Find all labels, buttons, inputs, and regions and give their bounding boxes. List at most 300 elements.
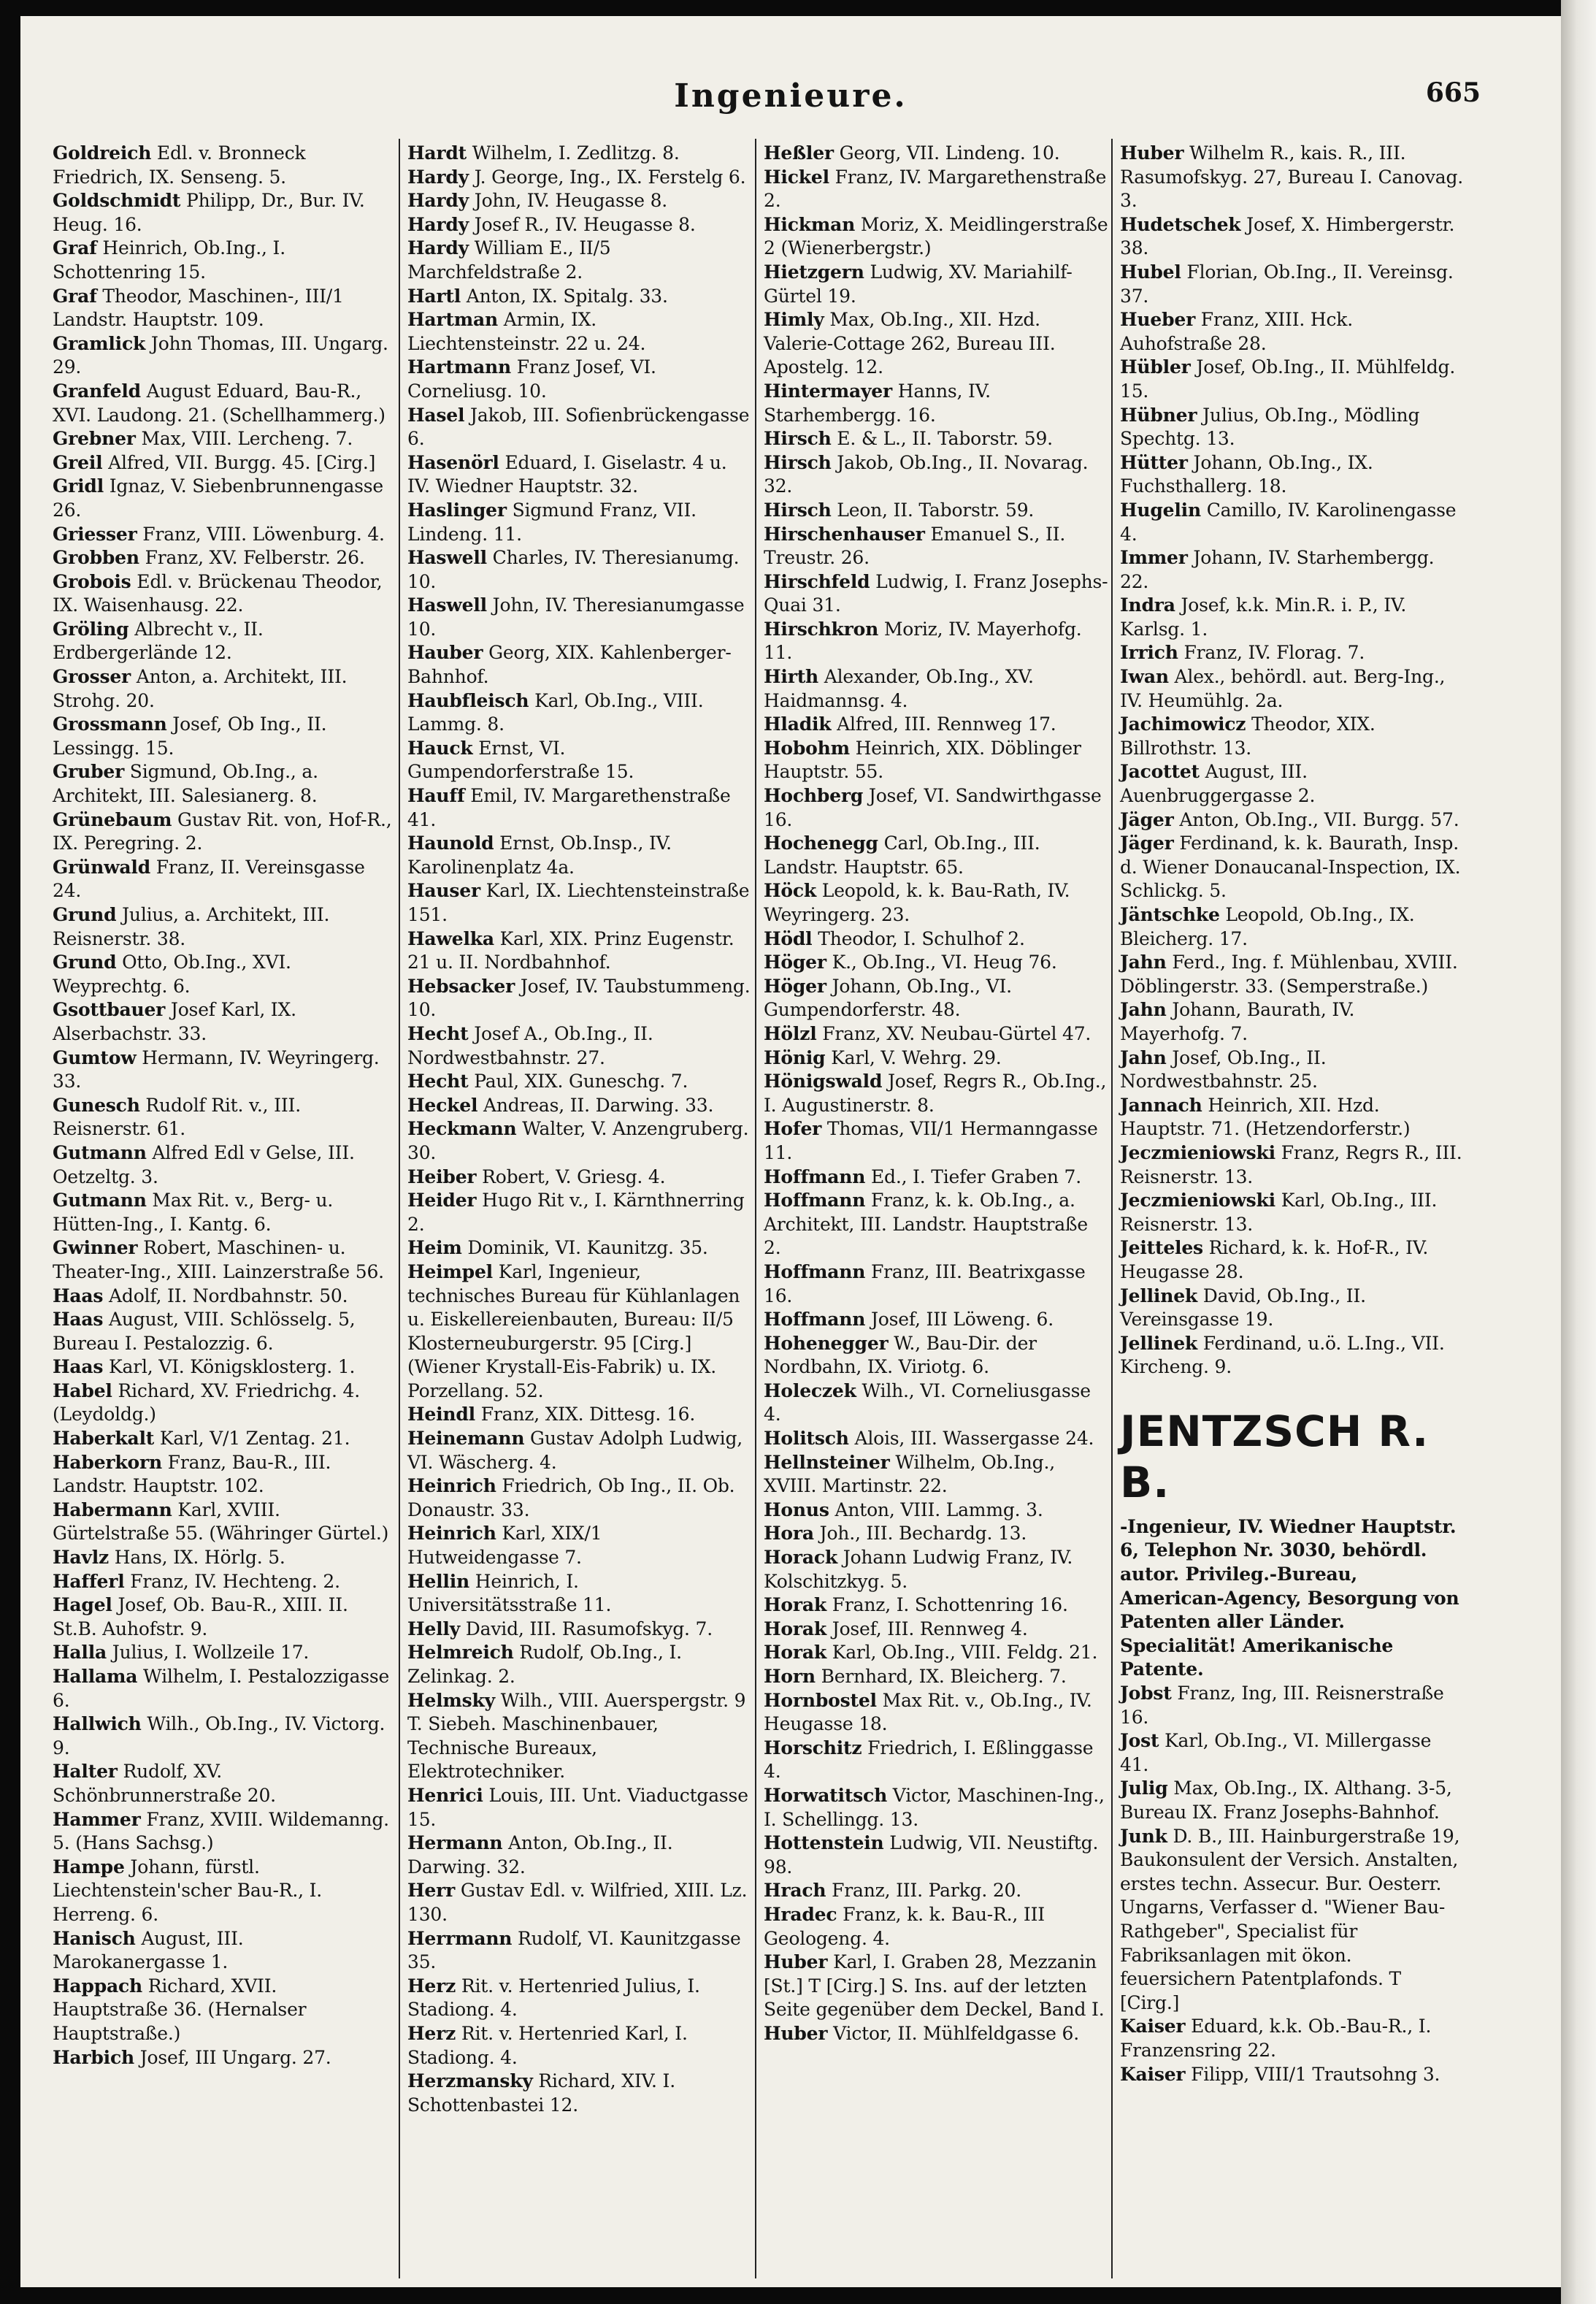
entry-name: Jellinek	[1120, 1332, 1198, 1354]
directory-entry	[53, 1308, 397, 1355]
entry-name: Hofer	[764, 1118, 822, 1140]
entry-details: Gustav Adolph Ludwig, VI. Wäscherg. 4.	[407, 1428, 743, 1473]
entry-details: Franz, XV. Felberstr. 26.	[139, 547, 365, 569]
directory-entry	[1120, 356, 1465, 403]
directory-entry	[407, 213, 752, 237]
entry-name: Hirschenhauser	[764, 523, 925, 545]
directory-entry	[764, 166, 1108, 213]
directory-entry	[407, 1236, 752, 1260]
entry-name: Honus	[764, 1499, 829, 1520]
directory-entry	[1120, 832, 1465, 903]
entry-name: Haswell	[407, 547, 487, 569]
entry-name: Hallama	[53, 1666, 138, 1687]
entry-name: Hartl	[407, 285, 461, 307]
entry-name: Jäger	[1120, 833, 1174, 854]
entry-name: Gunesch	[53, 1094, 140, 1116]
entry-name: Hirschfeld	[764, 570, 870, 592]
directory-entry	[1120, 1046, 1465, 1094]
page-edge-shadow	[1561, 0, 1596, 2304]
directory-entry	[1120, 1825, 1465, 2016]
entry-name: Heßler	[764, 142, 834, 164]
directory-entry	[764, 427, 1108, 451]
directory-entry	[1120, 2015, 1465, 2062]
entry-name: Hütter	[1120, 451, 1188, 473]
entry-name: Helly	[407, 1618, 461, 1639]
entry-name: Grebner	[53, 428, 136, 450]
column-4-entries-after-ad	[1120, 1682, 1465, 2086]
entry-name: Gruber	[53, 761, 125, 783]
entry-name: Holeczek	[764, 1379, 856, 1401]
directory-entry	[764, 1593, 1108, 1618]
entry-name: Havlz	[53, 1547, 110, 1569]
entry-details: Gustav Edl. v. Wilfried, XIII. Lz. 130.	[407, 1880, 748, 1925]
entry-name: Halla	[53, 1642, 107, 1664]
advertisement	[1120, 1406, 1465, 1682]
directory-entry	[407, 1166, 752, 1190]
directory-entry	[764, 261, 1108, 308]
directory-entry	[407, 1927, 752, 1975]
entry-details: Jakob, Ob.Ing., II. Novarag. 32.	[764, 451, 1089, 497]
entry-name: Hochenegg	[764, 833, 878, 854]
entry-name: Grosser	[53, 666, 131, 688]
entry-details: Franz, XIX. Dittesg. 16.	[475, 1404, 696, 1425]
entry-name: Hönig	[764, 1046, 826, 1068]
entry-details: David, III. Rasumofskyg. 7.	[460, 1618, 713, 1639]
entry-name: Hardy	[407, 166, 469, 188]
entry-details: Emanuel S., II. Treustr. 26.	[764, 523, 1066, 569]
entry-name: Jäntschke	[1120, 904, 1220, 925]
column-2	[407, 142, 752, 2117]
entry-name: Hugelin	[1120, 499, 1201, 521]
directory-entry	[53, 618, 397, 665]
entry-details: Rit. v. Hertenried Karl, I. Stadiong. 4.	[407, 2022, 688, 2068]
directory-entry	[407, 927, 752, 975]
entry-details: Alfred Edl v Gelse, III. Oetzeltg. 3.	[53, 1141, 355, 1187]
entry-name: Hirsch	[764, 428, 832, 450]
entry-details: Carl, Ob.Ing., III. Landstr. Hauptstr. 65.	[764, 833, 1040, 878]
entry-name: Hoffmann	[764, 1309, 866, 1331]
entry-name: Harbich	[53, 2046, 134, 2068]
entry-details: August, VIII. Schlösselg. 5, Bureau I. Pestalozzig. 6.	[53, 1309, 356, 1354]
entry-details: Ernst, VI. Gumpendorferstraße 15.	[407, 737, 634, 783]
entry-name: Kaiser	[1120, 2016, 1186, 2037]
entry-name: Greil	[53, 451, 103, 473]
directory-page	[20, 16, 1561, 2287]
entry-name: Jahn	[1120, 952, 1167, 973]
directory-entry	[407, 1570, 752, 1618]
entry-details: Emil, IV. Margarethenstraße 41.	[407, 785, 731, 830]
entry-details: Karl, Ob.Ing., III. Reisnerstr. 13.	[1120, 1190, 1438, 1235]
entry-details: Franz, IV. Florag. 7.	[1178, 642, 1365, 664]
entry-details: Armin, IX. Liechtensteinstr. 22 u. 24.	[407, 309, 646, 354]
directory-entry	[1120, 594, 1465, 641]
entry-details: Alexander, Ob.Ing., XV. Haidmannsg. 4.	[764, 666, 1034, 711]
directory-entry	[407, 737, 752, 784]
entry-details: Eduard, I. Giselastr. 4 u. IV. Wiedner Hauptstr. 32.	[407, 451, 727, 497]
entry-details: Max, Ob.Ing., XII. Hzd. Valerie-Cottage 262, Bureau III. Apostelg. 12.	[764, 309, 1056, 378]
entry-name: Graf	[53, 237, 97, 259]
directory-entry	[407, 1189, 752, 1236]
entry-name: Hueber	[1120, 309, 1196, 331]
entry-name: Heider	[407, 1190, 477, 1212]
directory-entry	[1120, 2063, 1465, 2087]
entry-details: Josef, Regrs R., Ob.Ing., I. Augustinerstr. 8.	[764, 1071, 1107, 1116]
entry-details: J. George, Ing., IX. Ferstelg 6.	[469, 166, 746, 188]
entry-details: Ernst, Ob.Insp., IV. Karolinenplatz 4a.	[407, 833, 672, 878]
entry-details: Max, Ob.Ing., IX. Althang. 3-5, Bureau IX. Franz Josephs-Bahnhof.	[1120, 1777, 1452, 1823]
entry-name: Hoffmann	[764, 1190, 866, 1212]
directory-entry	[1120, 499, 1465, 546]
directory-entry	[53, 523, 397, 547]
directory-entry	[53, 1570, 397, 1594]
entry-details: Moriz, X. Meidlingerstraße 2 (Wienerbergstr.)	[764, 213, 1108, 259]
directory-entry	[53, 427, 397, 451]
entry-name: Hardy	[407, 213, 469, 235]
entry-name: Hecht	[407, 1022, 469, 1044]
entry-name: Habel	[53, 1379, 112, 1401]
entry-details: Wilh., VI. Corneliusgasse 4.	[764, 1379, 1091, 1425]
directory-entry	[53, 1712, 397, 1760]
entry-name: Hradec	[764, 1903, 837, 1925]
column-3	[764, 142, 1108, 2046]
entry-details: Franz, XIII. Hck. Auhofstraße 28.	[1120, 309, 1353, 354]
entry-name: Jachimowicz	[1120, 713, 1246, 735]
running-title: Ingenieure.	[674, 77, 908, 115]
entry-name: Huber	[1120, 142, 1184, 164]
directory-entry	[764, 380, 1108, 427]
directory-entry	[1120, 903, 1465, 951]
column-4-entries	[1120, 142, 1465, 1379]
entry-name: Hasenörl	[407, 451, 499, 473]
entry-name: Hrach	[764, 1880, 826, 1902]
entry-name: Habermann	[53, 1499, 172, 1520]
entry-name: Hallwich	[53, 1713, 142, 1735]
entry-details: W., Bau-Dir. der Nordbahn, IX. Viriotg. 6.	[764, 1332, 1037, 1378]
entry-name: Hebsacker	[407, 975, 515, 997]
entry-details: Franz, XV. Neubau-Gürtel 47.	[816, 1022, 1092, 1044]
directory-entry	[53, 1760, 397, 1807]
directory-entry	[407, 1117, 752, 1165]
entry-name: Horack	[764, 1547, 838, 1569]
entry-details: Max Rit. v., Berg- u. Hütten-Ing., I. Kantg. 6.	[53, 1190, 334, 1235]
entry-name: Jobst	[1120, 1683, 1172, 1704]
entry-details: Hermann, IV. Weyringerg. 33.	[53, 1046, 380, 1092]
directory-entry	[764, 1189, 1108, 1260]
directory-entry	[53, 1927, 397, 1975]
entry-details: Anton, VIII. Lammg. 3.	[829, 1499, 1043, 1520]
entry-details: Josef R., IV. Heugasse 8.	[469, 213, 696, 235]
entry-details: August Eduard, Bau-R., XVI. Laudong. 21. (Schellhammerg.)	[53, 380, 385, 426]
entry-name: Heiber	[407, 1166, 477, 1187]
entry-details: Hugo Rit v., I. Kärnthnerring 2.	[407, 1190, 745, 1235]
directory-entry	[407, 1522, 752, 1569]
entry-name: Hellin	[407, 1570, 469, 1592]
entry-name: Hübner	[1120, 404, 1197, 426]
directory-entry	[764, 1427, 1108, 1451]
entry-details: Franz, Bau-R., III. Landstr. Hauptstr. 102.	[53, 1451, 331, 1497]
entry-name: Heckmann	[407, 1118, 517, 1140]
entry-details: Josef, III Ungarg. 27.	[134, 2046, 331, 2068]
entry-name: Herr	[407, 1880, 456, 1902]
directory-entry	[407, 499, 752, 546]
directory-entry	[764, 1737, 1108, 1784]
entry-name: Hietzgern	[764, 261, 864, 283]
entry-name: Haas	[53, 1309, 104, 1331]
entry-details: Ludwig, I. Franz Josephs-Quai 31.	[764, 570, 1108, 616]
directory-entry	[1120, 808, 1465, 833]
directory-entry	[53, 1141, 397, 1189]
directory-entry	[1120, 546, 1465, 594]
entry-details: Josef, III Löweng. 6.	[865, 1309, 1054, 1331]
entry-name: Gridl	[53, 475, 104, 497]
directory-entry	[407, 451, 752, 499]
directory-entry	[764, 784, 1108, 832]
entry-details: John Thomas, III. Ungarg. 29.	[53, 332, 388, 378]
entry-name: Grünwald	[53, 856, 150, 878]
directory-entry	[764, 1332, 1108, 1379]
entry-details: Johann Ludwig Franz, IV. Kolschitzkyg. 5.	[764, 1547, 1073, 1592]
entry-name: Gumtow	[53, 1046, 137, 1068]
entry-name: Hauber	[407, 642, 483, 664]
directory-entry	[407, 1070, 752, 1094]
directory-entry	[407, 1427, 752, 1474]
column-rule	[1111, 139, 1113, 2278]
directory-entry	[407, 308, 752, 356]
directory-entry	[53, 951, 397, 998]
entry-details: Josef, VI. Sandwirthgasse 16.	[764, 785, 1102, 830]
directory-entry	[764, 1665, 1108, 1689]
entry-name: Herzmansky	[407, 2070, 533, 2092]
directory-entry	[407, 641, 752, 689]
directory-entry	[53, 1499, 397, 1546]
entry-name: Herrmann	[407, 1927, 513, 1949]
column-rule	[755, 139, 756, 2278]
directory-entry	[764, 1689, 1108, 1737]
entry-name: Hasel	[407, 404, 465, 426]
directory-entry	[1120, 998, 1465, 1046]
directory-entry	[764, 499, 1108, 523]
directory-entry	[407, 1784, 752, 1832]
directory-entry	[53, 665, 397, 713]
directory-entry	[764, 1022, 1108, 1046]
directory-entry	[53, 332, 397, 380]
entry-details: Wilhelm, I. Pestalozzigasse 6.	[53, 1666, 390, 1711]
entry-name: Hartman	[407, 309, 498, 331]
entry-details: Andreas, II. Darwing. 33.	[477, 1094, 714, 1116]
directory-entry	[53, 760, 397, 808]
entry-details: Franz, III. Parkg. 20.	[826, 1880, 1021, 1902]
directory-entry	[407, 1832, 752, 1879]
entry-details: Johann, IV. Starhembergg. 22.	[1120, 547, 1435, 592]
entry-name: Irrich	[1120, 642, 1178, 664]
directory-entry	[53, 713, 397, 760]
entry-details: Franz, Ing, III. Reisnerstraße 16.	[1120, 1683, 1444, 1728]
entry-details: E. & L., II. Taborstr. 59.	[831, 428, 1053, 450]
directory-entry	[764, 1499, 1108, 1523]
entry-details: Alex., behördl. aut. Berg-Ing., IV. Heumühlg. 2a.	[1120, 666, 1446, 711]
entry-details: Moriz, IV. Mayerhofg. 11.	[764, 618, 1082, 664]
entry-details: Johann, Baurath, IV. Mayerhofg. 7.	[1120, 999, 1355, 1044]
entry-details: Karl, I. Graben 28, Mezzanin [St.] T [Cirg.] S. Ins. auf der letzten Seite gegenüber dem Deckel, Band I.	[764, 1951, 1105, 2021]
directory-entry	[764, 523, 1108, 570]
entry-details: Karl, XVIII. Gürtelstraße 55. (Währinger Gürtel.)	[53, 1499, 389, 1545]
entry-details: Josef Karl, IX. Alserbachstr. 33.	[53, 999, 296, 1044]
entry-name: Haas	[53, 1285, 104, 1306]
directory-entry	[764, 570, 1108, 618]
entry-details: Theodor, Maschinen-, III/1 Landstr. Hauptstr. 109.	[53, 285, 344, 331]
column-4	[1120, 142, 1465, 2086]
entry-name: Hottenstein	[764, 1832, 884, 1854]
entry-name: Hermann	[407, 1832, 503, 1854]
entry-name: Grünebaum	[53, 808, 172, 830]
entry-name: Hirsch	[764, 451, 832, 473]
entry-details: Franz, II. Vereinsgasse 24.	[53, 856, 365, 902]
directory-entry	[407, 689, 752, 737]
entry-name: Hagel	[53, 1594, 112, 1616]
directory-entry	[1120, 1189, 1465, 1236]
entry-details: Anton, a. Architekt, III. Strohg. 20.	[53, 666, 348, 711]
entry-name: Heindl	[407, 1404, 475, 1425]
entry-details: Leopold, k. k. Bau-Rath, IV. Weyringerg. 23.	[764, 880, 1070, 925]
directory-entry	[53, 1285, 397, 1309]
entry-name: Hauck	[407, 737, 473, 759]
entry-details: Julius, Ob.Ing., Mödling Spechtg. 13.	[1120, 404, 1420, 450]
entry-name: Horak	[764, 1618, 826, 1639]
entry-name: Heckel	[407, 1094, 478, 1116]
entry-name: Hirsch	[764, 499, 832, 521]
directory-entry	[1120, 1141, 1465, 1189]
directory-entry	[764, 1308, 1108, 1332]
directory-entry	[53, 1665, 397, 1712]
entry-details: Theodor, XIX. Billrothstr. 13.	[1120, 713, 1376, 759]
entry-name: Haslinger	[407, 499, 507, 521]
entry-details: Franz, VIII. Löwenburg. 4.	[137, 523, 385, 545]
directory-entry	[764, 1546, 1108, 1593]
entry-name: Hickel	[764, 166, 829, 188]
entry-name: Grund	[53, 952, 117, 973]
directory-entry	[764, 1951, 1108, 2022]
directory-entry	[1120, 713, 1465, 760]
directory-entry	[764, 142, 1108, 166]
entry-name: Gutmann	[53, 1141, 147, 1163]
entry-name: Höck	[764, 880, 817, 902]
entry-name: Hubel	[1120, 261, 1181, 283]
entry-details: William E., II/5 Marchfeldstraße 2.	[407, 237, 611, 283]
directory-entry	[407, 784, 752, 832]
directory-entry	[764, 308, 1108, 380]
entry-name: Kaiser	[1120, 2063, 1186, 2085]
directory-entry	[53, 1808, 397, 1856]
directory-entry	[1120, 308, 1465, 356]
entry-name: Jeitteles	[1120, 1237, 1203, 1259]
directory-entry	[764, 1379, 1108, 1427]
directory-entry	[407, 2022, 752, 2070]
entry-details: D. B., III. Hainburgerstraße 19, Baukonsulent der Versich. Anstalten, erstes techn. Assecur. Bur. Oesterr. Ungarns, Verfasser d. "Wiener Bau-Rathgeber", Specialist für Fabriksanlagen mit ökon. feuersichern Patentplafonds. T [Cirg.]	[1120, 1825, 1460, 2013]
directory-entry	[1120, 641, 1465, 665]
entry-name: Hirth	[764, 666, 819, 688]
entry-details: Albrecht v., II. Erdbergerlände 12.	[53, 618, 264, 664]
entry-details: Ludwig, VII. Neustiftg. 98.	[764, 1832, 1099, 1878]
entry-details: Rit. v. Hertenried Julius, I. Stadiong. 4.	[407, 1975, 700, 2021]
entry-name: Gsottbauer	[53, 999, 166, 1021]
directory-entry	[764, 1166, 1108, 1190]
entry-details: Julius, I. Wollzeile 17.	[107, 1642, 310, 1664]
entry-details: Josef, X. Himbergerstr. 38.	[1120, 213, 1455, 259]
directory-entry	[53, 1641, 397, 1665]
entry-details: Ferdinand, k. k. Baurath, Insp. d. Wiener Donaucanal-Inspection, IX. Schlickg. 5.	[1120, 833, 1461, 902]
entry-details: Anton, IX. Spitalg. 33.	[461, 285, 668, 307]
entry-name: Hornbostel	[764, 1689, 877, 1711]
directory-entry	[764, 1046, 1108, 1071]
directory-entry	[1120, 451, 1465, 499]
entry-details: Ferd., Ing. f. Mühlenbau, XVIII. Döblingerstr. 33. (Semperstraße.)	[1120, 952, 1458, 997]
entry-details: Louis, III. Unt. Viaductgasse 15.	[407, 1784, 748, 1830]
directory-entry	[407, 2070, 752, 2117]
entry-details: Wilh., VIII. Auerspergstr. 9 T. Siebeh. Maschinenbauer, Technische Bureaux, Elektrotechniker.	[407, 1689, 746, 1783]
entry-details: Robert, V. Griesg. 4.	[476, 1166, 666, 1187]
directory-entry	[53, 380, 397, 427]
entry-details: Hanns, IV. Starhembergg. 16.	[764, 380, 991, 426]
entry-name: Heinemann	[407, 1428, 525, 1450]
entry-name: Hödl	[764, 927, 813, 949]
entry-name: Hirschkron	[764, 618, 879, 640]
entry-details: Richard, XVII. Hauptstraße 36. (Hernalser Hauptstraße.)	[53, 1975, 307, 2044]
column-rule	[399, 139, 400, 2278]
entry-details: Karl, V. Wehrg. 29.	[825, 1046, 1002, 1068]
directory-entry	[764, 1784, 1108, 1832]
directory-entry	[407, 1094, 752, 1118]
entry-details: Franz, III. Beatrixgasse 16.	[764, 1260, 1086, 1306]
directory-entry	[1120, 1729, 1465, 1777]
directory-entry	[407, 594, 752, 641]
directory-entry	[53, 285, 397, 332]
entry-details: Josef, Ob Ing., II. Lessingg. 15.	[53, 713, 327, 759]
directory-entry	[53, 903, 397, 951]
directory-entry	[407, 1975, 752, 2022]
directory-entry	[53, 570, 397, 618]
entry-name: Jahn	[1120, 999, 1167, 1021]
directory-entry	[407, 546, 752, 594]
entry-details: Florian, Ob.Ing., II. Vereinsg. 37.	[1120, 261, 1454, 307]
entry-name: Huber	[764, 1951, 828, 1973]
directory-entry	[407, 285, 752, 309]
entry-name: Heinrich	[407, 1475, 496, 1497]
directory-entry	[407, 404, 752, 451]
directory-entry	[764, 1903, 1108, 1951]
entry-name: Gramlick	[53, 332, 146, 354]
entry-details: Alois, III. Wassergasse 24.	[848, 1428, 1094, 1450]
entry-details: Heinrich, XIX. Döblinger Hauptstr. 55.	[764, 737, 1081, 783]
directory-entry	[764, 1618, 1108, 1642]
entry-name: Hoffmann	[764, 1166, 866, 1187]
entry-name: Horak	[764, 1642, 826, 1664]
directory-entry	[53, 189, 397, 237]
directory-entry	[407, 1403, 752, 1427]
directory-entry	[53, 2046, 397, 2070]
directory-entry	[53, 1593, 397, 1641]
entry-name: Horschitz	[764, 1737, 862, 1758]
entry-name: Hauff	[407, 785, 465, 807]
entry-name: Gwinner	[53, 1237, 138, 1259]
directory-entry	[53, 1975, 397, 2046]
entry-details: Rudolf Rit. v., III. Reisnerstr. 61.	[53, 1094, 301, 1140]
entry-details: Camillo, IV. Karolinengasse 4.	[1120, 499, 1457, 545]
entry-details: Alfred, VII. Burgg. 45. [Cirg.]	[102, 451, 376, 473]
entry-name: Heimpel	[407, 1260, 493, 1282]
directory-entry	[1120, 951, 1465, 998]
entry-name: Hohenegger	[764, 1332, 889, 1354]
entry-details: Josef, III. Rennweg 4.	[826, 1618, 1028, 1639]
